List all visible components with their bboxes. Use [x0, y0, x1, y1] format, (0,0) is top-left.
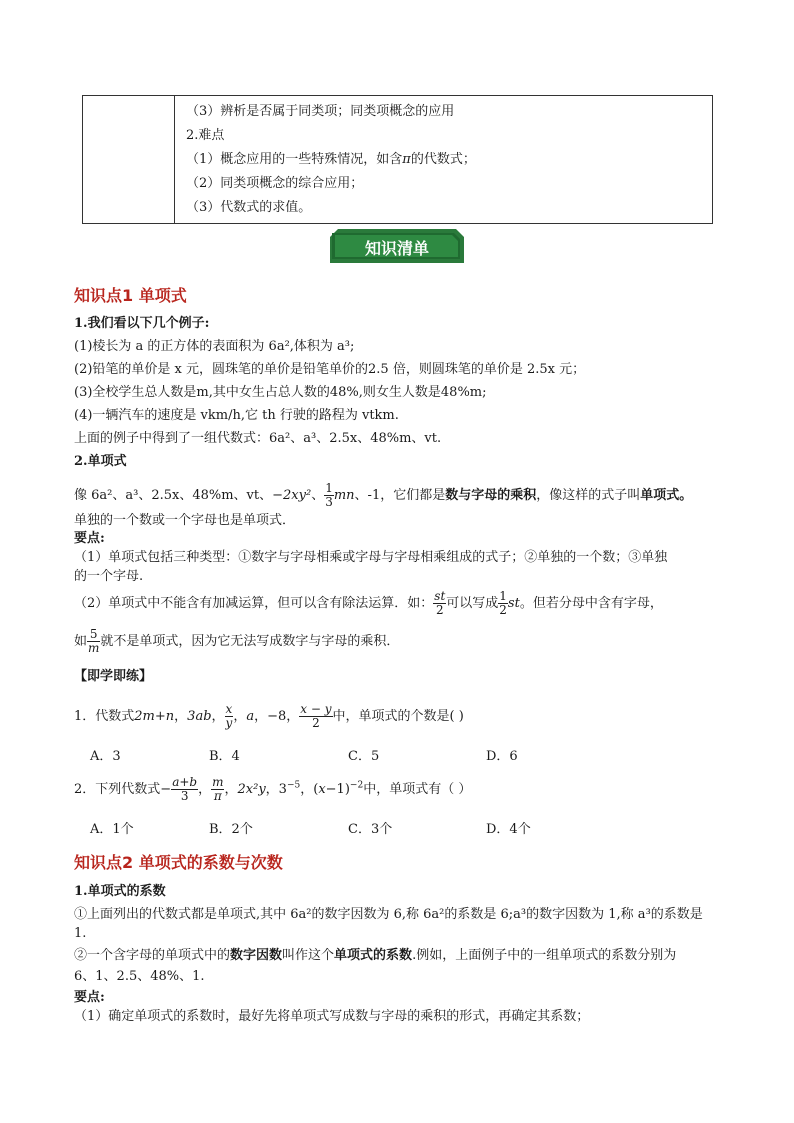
subheading: 1.我们看以下几个例子: [74, 316, 210, 331]
fraction-x-over-y: $\frac{x}{y}$ [225, 702, 233, 730]
subheading: 2.单项式 [74, 454, 127, 469]
fraction-a-plus-b-over-3: $\frac{a+b}{3}$ [172, 775, 198, 803]
table-row: （2）同类项概念的综合应用； [186, 176, 364, 191]
key-point: 的一个字母. [74, 569, 144, 584]
example-line: (3)全校学生总人数是m,其中女生占总人数的48%,则女生人数是48%m; [74, 385, 487, 400]
option-a[interactable]: A．1个 [90, 822, 134, 837]
key-point: （1）单项式包括三种类型：①数字与字母相乘或字母与字母相乘组成的式子；②单独的一个数；③单独 [74, 550, 668, 565]
key-point: （2）单项式中不能含有加减运算，但可以含有除法运算．如： $\frac{st}{2}$ 可以写成 $\frac{1}{2}$ st。但若分母中含有字母， [74, 589, 663, 617]
section-heading-kp2: 知识点2 单项式的系数与次数 [74, 853, 283, 872]
subheading: 1.单项式的系数 [74, 884, 166, 899]
coefficient-line: 6、1、2.5、48%、1. [74, 969, 205, 984]
fraction-x-minus-y-over-2: $\frac{x - y}{2}$ [300, 702, 332, 730]
summary-line: 上面的例子中得到了一组代数式：6a²、a³、2.5x、48%m、vt. [74, 431, 442, 446]
example-line: (2)铅笔的单价是 x 元，圆珠笔的单价是铅笔单价的2.5 倍，则圆珠笔的单价是 2.5x 元； [74, 362, 586, 377]
option-b[interactable]: B．2个 [209, 822, 253, 837]
option-d[interactable]: D．6 [486, 749, 518, 764]
fraction-one-half: $\frac{1}{2}$ [499, 589, 507, 617]
option-c[interactable]: C．3个 [348, 822, 393, 837]
option-b[interactable]: B．4 [209, 749, 240, 764]
fraction-m-over-pi: $\frac{m}{\pi}$ [212, 775, 224, 803]
coefficient-line: ②一个含字母的单项式中的数字因数叫作这个单项式的系数.例如，上面例子中的一组单项式的系数分别为 [74, 948, 677, 963]
example-line: (4)一辆汽车的速度是 vkm/h,它 th 行驶的路程为 vtkm. [74, 408, 399, 423]
table-row: （3）辨析是否属于同类项；同类项概念的应用 [186, 104, 455, 119]
example-line: (1)棱长为 a 的正方体的表面积为 6a²,体积为 a³; [74, 339, 355, 354]
option-d[interactable]: D．4个 [486, 822, 531, 837]
banner-text: 知识清单 [364, 239, 429, 258]
fraction-5-over-m: $\frac{5}{m}$ [88, 627, 100, 655]
fraction-st-over-2: $\frac{st}{2}$ [434, 589, 446, 617]
practice-heading: 【即学即练】 [74, 669, 153, 684]
table-row: 2.难点 [186, 128, 225, 143]
table-row: （3）代数式的求值。 [186, 200, 312, 215]
coefficient-line: ①上面列出的代数式都是单项式,其中 6a²的数字因数为 6,称 6a²的系数是 6;a³的数字因数为 1,称 a³的系数是 [74, 907, 703, 922]
key-points-label: 要点: [74, 531, 105, 546]
question-2: 2．下列代数式− $\frac{a+b}{3}$ ， $\frac{m}{\pi}$ ，2x²y，$3^{-5}$，$(x-1)^{-2}$中，单项式有（ ） [74, 775, 472, 803]
key-point: （1）确定单项式的系数时，最好先将单项式写成数与字母的乘积的形式，再确定其系数； [74, 1009, 590, 1024]
table-divider [174, 96, 175, 223]
knowledge-list-banner [330, 229, 464, 263]
difficulty-table [82, 95, 713, 224]
option-a[interactable]: A．3 [90, 749, 121, 764]
definition-line: 像 6a²、a³、2.5x、48%m、vt、−2xy²、 $\frac{1}{3}$ mn、-1，它们都是数与字母的乘积，像这样的式子叫单项式。 [74, 481, 693, 509]
question-1: 1．代数式2m+n，3ab， $\frac{x}{y}$ ，a，−8， $\frac{x - y}{2}$ 中，单项式的个数是( ) [74, 702, 464, 730]
key-point: 如 $\frac{5}{m}$ 就不是单项式，因为它无法写成数字与字母的乘积． [74, 627, 400, 655]
table-row: （1）概念应用的一些特殊情况，如含π的代数式； [186, 152, 476, 167]
coefficient-line: 1. [74, 926, 87, 941]
definition-line: 单独的一个数或一个字母也是单项式． [74, 513, 296, 528]
key-points-label: 要点: [74, 990, 105, 1005]
section-heading-kp1: 知识点1 单项式 [74, 286, 187, 305]
fraction-one-third: $\frac{1}{3}$ [325, 481, 333, 509]
option-c[interactable]: C．5 [348, 749, 380, 764]
